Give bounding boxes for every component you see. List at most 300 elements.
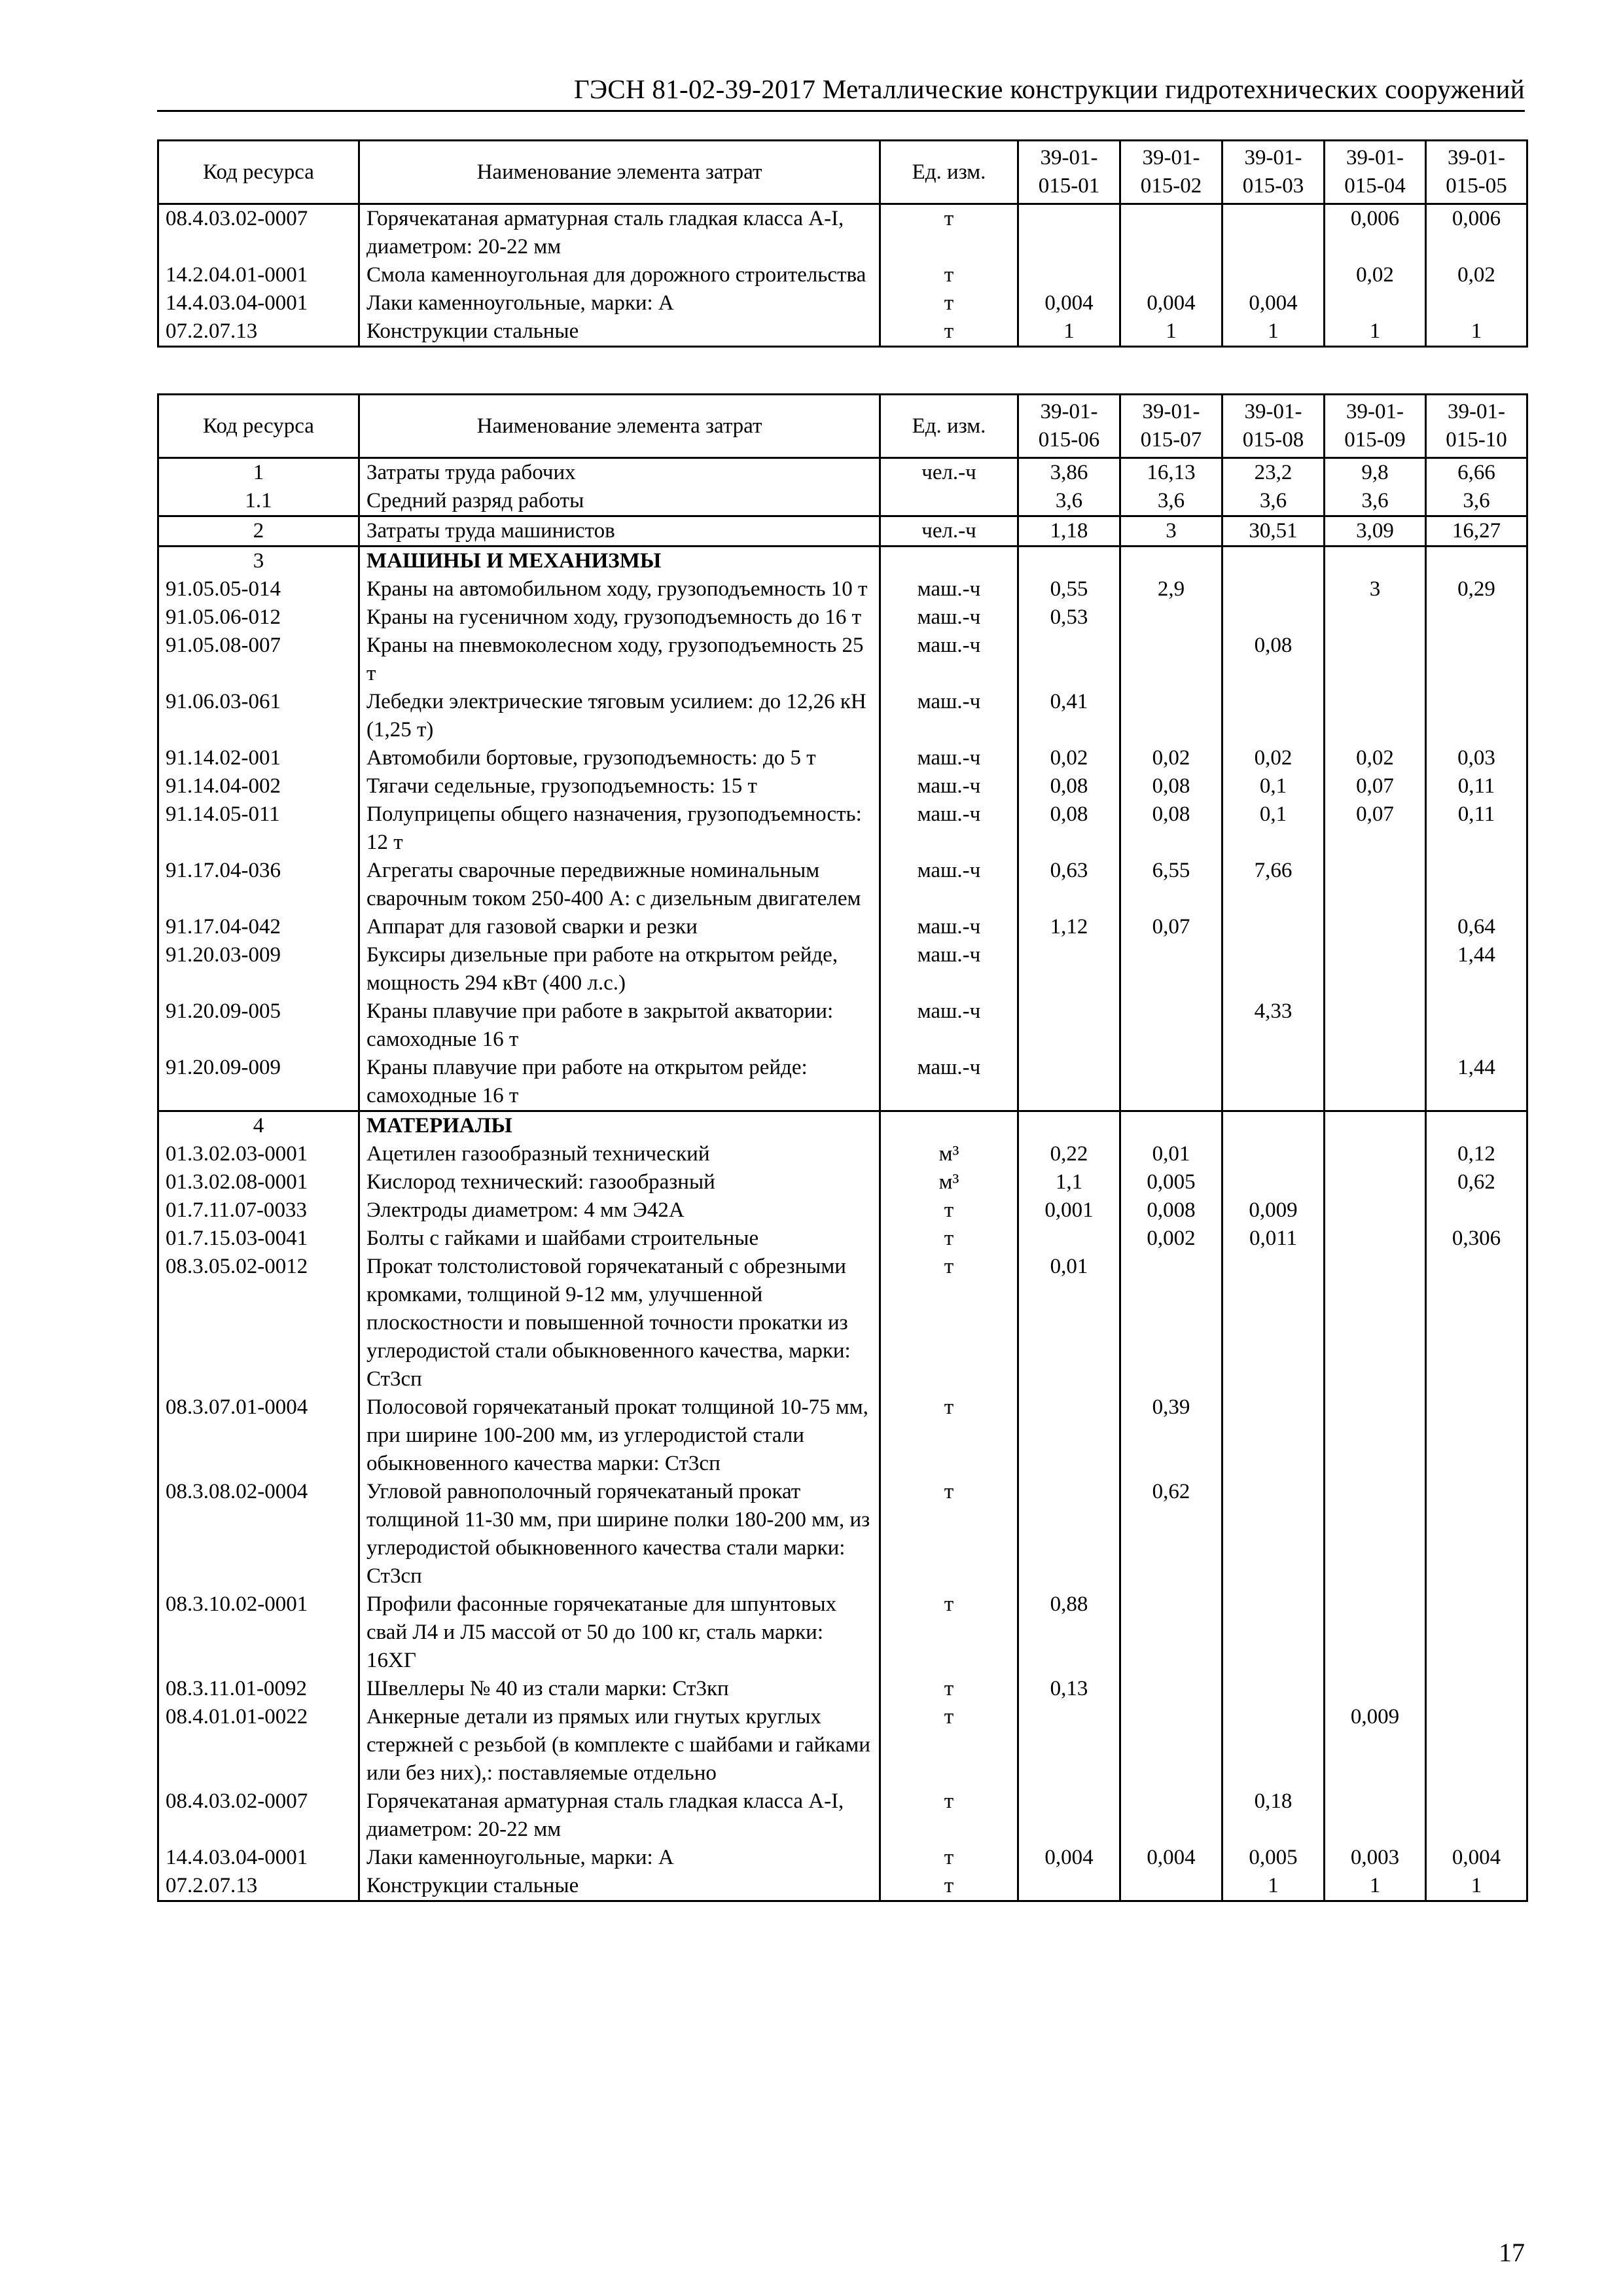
value-cell (1222, 941, 1325, 997)
resource-unit: т (880, 1225, 1018, 1253)
resource-name: Смола каменноугольная для дорожного строительства (359, 261, 880, 289)
header-col-1: 39-01-015-01 (1018, 141, 1120, 204)
resource-code: 4 (158, 1111, 359, 1141)
header-col-2: 39-01-015-07 (1120, 395, 1222, 458)
resource-code: 08.3.11.01-0092 (158, 1675, 359, 1703)
value-cell: 3,09 (1325, 516, 1426, 547)
value-cell: 3,6 (1120, 487, 1222, 516)
table-row (158, 772, 1527, 800)
value-cell (1120, 941, 1222, 997)
value-cell (1325, 1590, 1426, 1675)
resource-name: Лебедки электрические тяговым усилием: до 12,26 кН (1,25 т) (359, 688, 880, 744)
resource-code: 91.14.05-011 (158, 800, 359, 857)
resource-unit: т (880, 317, 1018, 347)
value-cell (1120, 204, 1222, 262)
resource-name: Буксиры дизельные при работе на открытом рейде, мощность 294 кВт (400 л.с.) (359, 941, 880, 997)
resource-unit: маш.-ч (880, 575, 1018, 603)
value-cell (1018, 1478, 1120, 1590)
table-row (158, 997, 1527, 1054)
table-row (158, 1675, 1527, 1703)
value-cell: 0,004 (1018, 289, 1120, 317)
value-cell (1120, 1703, 1222, 1787)
resource-unit: т (880, 1844, 1018, 1872)
resource-code: 91.17.04-042 (158, 913, 359, 941)
table-row (158, 261, 1527, 289)
header-code: Код ресурса (158, 395, 359, 458)
value-cell (1120, 261, 1222, 289)
value-cell (1120, 1787, 1222, 1844)
value-cell: 0,02 (1325, 744, 1426, 772)
value-cell (1325, 1054, 1426, 1111)
table-row (158, 1196, 1527, 1225)
header-col-3: 39-01-015-08 (1222, 395, 1325, 458)
header-col-4: 39-01-015-09 (1325, 395, 1426, 458)
resource-table-2 (157, 393, 1528, 1902)
value-cell: 0,02 (1120, 744, 1222, 772)
resource-unit: маш.-ч (880, 1054, 1018, 1111)
resource-name: Полуприцепы общего назначения, грузоподъемность: 12 т (359, 800, 880, 857)
resource-unit: т (880, 1872, 1018, 1901)
resource-name: Болты с гайками и шайбами строительные (359, 1225, 880, 1253)
value-cell: 1 (1120, 317, 1222, 347)
value-cell (1222, 1054, 1325, 1111)
value-cell (1120, 1872, 1222, 1901)
header-name: Наименование элемента затрат (359, 141, 880, 204)
header-col-4: 39-01-015-04 (1325, 141, 1426, 204)
value-cell: 1 (1426, 317, 1527, 347)
resource-name: Ацетилен газообразный технический (359, 1140, 880, 1168)
resource-unit: т (880, 1478, 1018, 1590)
value-cell (1120, 547, 1222, 576)
value-cell: 1,44 (1426, 941, 1527, 997)
value-cell (1120, 1675, 1222, 1703)
value-cell: 3,6 (1325, 487, 1426, 516)
table-row (158, 1054, 1527, 1111)
resource-code: 3 (158, 547, 359, 576)
table-row (158, 744, 1527, 772)
value-cell (1426, 857, 1527, 913)
value-cell (1222, 1253, 1325, 1393)
table-row (158, 487, 1527, 516)
resource-unit: т (880, 1196, 1018, 1225)
value-cell (1222, 913, 1325, 941)
value-cell (1018, 997, 1120, 1054)
value-cell: 0,004 (1120, 1844, 1222, 1872)
value-cell: 16,13 (1120, 458, 1222, 488)
resource-code: 08.3.10.02-0001 (158, 1590, 359, 1675)
header-code: Код ресурса (158, 141, 359, 204)
value-cell (1222, 1140, 1325, 1168)
resource-name: Краны плавучие при работе на открытом рейде: самоходные 16 т (359, 1054, 880, 1111)
resource-code: 08.3.07.01-0004 (158, 1393, 359, 1478)
value-cell: 0,12 (1426, 1140, 1527, 1168)
value-cell (1120, 688, 1222, 744)
value-cell: 0,39 (1120, 1393, 1222, 1478)
value-cell (1325, 603, 1426, 632)
table-row (158, 1168, 1527, 1196)
resource-unit (880, 487, 1018, 516)
table-row (158, 688, 1527, 744)
value-cell: 1,44 (1426, 1054, 1527, 1111)
value-cell (1325, 289, 1426, 317)
resource-unit: маш.-ч (880, 744, 1018, 772)
value-cell: 0,006 (1325, 204, 1426, 262)
value-cell: 3,6 (1426, 487, 1527, 516)
resource-name: МАШИНЫ И МЕХАНИЗМЫ (359, 547, 880, 576)
header-col-5: 39-01-015-05 (1426, 141, 1527, 204)
header-unit: Ед. изм. (880, 395, 1018, 458)
resource-name: Агрегаты сварочные передвижные номинальным сварочным током 250-400 А: с дизельным двигателем (359, 857, 880, 913)
value-cell: 1 (1325, 317, 1426, 347)
resource-unit: т (880, 1703, 1018, 1787)
value-cell: 4,33 (1222, 997, 1325, 1054)
resource-code: 91.06.03-061 (158, 688, 359, 744)
resource-unit: т (880, 289, 1018, 317)
value-cell: 0,004 (1222, 289, 1325, 317)
value-cell (1222, 1111, 1325, 1141)
value-cell (1426, 1196, 1527, 1225)
resource-code: 91.20.09-009 (158, 1054, 359, 1111)
table-row (158, 204, 1527, 262)
header-col-3: 39-01-015-03 (1222, 141, 1325, 204)
table-row (158, 547, 1527, 576)
value-cell: 30,51 (1222, 516, 1325, 547)
resource-code: 91.14.04-002 (158, 772, 359, 800)
value-cell: 3,86 (1018, 458, 1120, 488)
resource-name: МАТЕРИАЛЫ (359, 1111, 880, 1141)
resource-table-1 (157, 139, 1528, 348)
table-row (158, 941, 1527, 997)
table-row (158, 1225, 1527, 1253)
resource-name: Затраты труда машинистов (359, 516, 880, 547)
value-cell: 3,6 (1222, 487, 1325, 516)
resource-code: 91.20.03-009 (158, 941, 359, 997)
value-cell (1120, 1111, 1222, 1141)
resource-name: Горячекатаная арматурная сталь гладкая класса А-I, диаметром: 20-22 мм (359, 204, 880, 262)
value-cell: 1,18 (1018, 516, 1120, 547)
resource-name: Анкерные детали из прямых или гнутых круглых стержней с резьбой (в комплекте с шайбами и гайками или без них),: поставляемые отдельно (359, 1703, 880, 1787)
resource-code: 08.3.05.02-0012 (158, 1253, 359, 1393)
value-cell (1426, 1393, 1527, 1478)
value-cell (1325, 1168, 1426, 1196)
resource-unit (880, 547, 1018, 576)
resource-unit: маш.-ч (880, 800, 1018, 857)
resource-code: 07.2.07.13 (158, 317, 359, 347)
value-cell: 7,66 (1222, 857, 1325, 913)
value-cell: 0,08 (1018, 772, 1120, 800)
value-cell (1222, 688, 1325, 744)
value-cell (1426, 603, 1527, 632)
value-cell: 0,009 (1325, 1703, 1426, 1787)
value-cell (1018, 1787, 1120, 1844)
table-row (158, 458, 1527, 488)
value-cell: 0,29 (1426, 575, 1527, 603)
value-cell (1018, 1872, 1120, 1901)
value-cell (1018, 1703, 1120, 1787)
value-cell: 0,62 (1426, 1168, 1527, 1196)
value-cell: 0,004 (1426, 1844, 1527, 1872)
value-cell: 0,02 (1325, 261, 1426, 289)
value-cell: 1 (1426, 1872, 1527, 1901)
value-cell (1325, 1478, 1426, 1590)
value-cell (1426, 1787, 1527, 1844)
resource-name: Краны на пневмоколесном ходу, грузоподъемность 25 т (359, 632, 880, 688)
value-cell: 3 (1120, 516, 1222, 547)
resource-code: 91.14.02-001 (158, 744, 359, 772)
resource-unit: т (880, 204, 1018, 262)
resource-unit: м³ (880, 1168, 1018, 1196)
value-cell (1325, 1787, 1426, 1844)
value-cell: 16,27 (1426, 516, 1527, 547)
resource-unit: чел.-ч (880, 458, 1018, 488)
resource-unit (880, 1111, 1018, 1141)
value-cell (1325, 857, 1426, 913)
table-row (158, 857, 1527, 913)
table-row (158, 1478, 1527, 1590)
value-cell (1120, 1590, 1222, 1675)
resource-code: 1.1 (158, 487, 359, 516)
resource-unit: т (880, 261, 1018, 289)
resource-code: 91.05.08-007 (158, 632, 359, 688)
value-cell: 0,1 (1222, 800, 1325, 857)
resource-code: 91.05.05-014 (158, 575, 359, 603)
value-cell: 23,2 (1222, 458, 1325, 488)
resource-name: Конструкции стальные (359, 317, 880, 347)
resource-name: Краны на гусеничном ходу, грузоподъемность до 16 т (359, 603, 880, 632)
value-cell (1325, 913, 1426, 941)
value-cell (1222, 1703, 1325, 1787)
value-cell: 0,005 (1222, 1844, 1325, 1872)
value-cell: 1,12 (1018, 913, 1120, 941)
table-row (158, 317, 1527, 347)
table-header-row (158, 141, 1527, 204)
value-cell (1120, 632, 1222, 688)
resource-unit: т (880, 1675, 1018, 1703)
value-cell (1426, 997, 1527, 1054)
value-cell (1325, 1111, 1426, 1141)
value-cell: 6,66 (1426, 458, 1527, 488)
resource-code: 08.4.03.02-0007 (158, 1787, 359, 1844)
value-cell: 1 (1325, 1872, 1426, 1901)
value-cell (1325, 688, 1426, 744)
value-cell (1222, 603, 1325, 632)
value-cell (1426, 632, 1527, 688)
value-cell: 0,55 (1018, 575, 1120, 603)
value-cell: 0,08 (1120, 772, 1222, 800)
table-row (158, 1703, 1527, 1787)
resource-name: Горячекатаная арматурная сталь гладкая класса А-I, диаметром: 20-22 мм (359, 1787, 880, 1844)
value-cell (1325, 1140, 1426, 1168)
value-cell: 0,004 (1018, 1844, 1120, 1872)
value-cell: 0,02 (1018, 744, 1120, 772)
table-row (158, 1872, 1527, 1901)
value-cell (1426, 1675, 1527, 1703)
value-cell: 0,07 (1325, 772, 1426, 800)
resource-name: Лаки каменноугольные, марки: А (359, 1844, 880, 1872)
value-cell (1325, 1393, 1426, 1478)
resource-unit: т (880, 1253, 1018, 1393)
value-cell (1325, 941, 1426, 997)
value-cell: 3,6 (1018, 487, 1120, 516)
table-row (158, 575, 1527, 603)
resource-name: Автомобили бортовые, грузоподъемность: до 5 т (359, 744, 880, 772)
value-cell (1018, 1225, 1120, 1253)
value-cell (1222, 1168, 1325, 1196)
value-cell (1018, 204, 1120, 262)
page-header (157, 71, 1525, 112)
document-title: ГЭСН 81-02-39-2017 Металлические конструкции гидротехнических сооружений (573, 74, 1525, 104)
resource-code: 14.2.04.01-0001 (158, 261, 359, 289)
value-cell (1222, 547, 1325, 576)
value-cell: 0,01 (1120, 1140, 1222, 1168)
value-cell: 0,02 (1426, 261, 1527, 289)
table-row (158, 516, 1527, 547)
value-cell (1222, 1393, 1325, 1478)
resource-unit: т (880, 1787, 1018, 1844)
resource-unit: маш.-ч (880, 688, 1018, 744)
header-name: Наименование элемента затрат (359, 395, 880, 458)
value-cell (1426, 1590, 1527, 1675)
value-cell: 0,88 (1018, 1590, 1120, 1675)
resource-unit: маш.-ч (880, 772, 1018, 800)
value-cell: 0,41 (1018, 688, 1120, 744)
resource-unit: маш.-ч (880, 603, 1018, 632)
resource-unit: т (880, 1590, 1018, 1675)
value-cell (1426, 1478, 1527, 1590)
resource-unit: маш.-ч (880, 941, 1018, 997)
value-cell (1325, 632, 1426, 688)
value-cell: 1 (1222, 1872, 1325, 1901)
value-cell: 1 (1222, 317, 1325, 347)
resource-code: 91.05.06-012 (158, 603, 359, 632)
value-cell (1222, 261, 1325, 289)
value-cell: 0,011 (1222, 1225, 1325, 1253)
value-cell: 0,004 (1120, 289, 1222, 317)
table-row (158, 800, 1527, 857)
table-row (158, 1140, 1527, 1168)
value-cell (1426, 1111, 1527, 1141)
resource-name: Средний разряд работы (359, 487, 880, 516)
value-cell: 0,306 (1426, 1225, 1527, 1253)
value-cell: 0,08 (1120, 800, 1222, 857)
resource-code: 08.3.08.02-0004 (158, 1478, 359, 1590)
value-cell (1018, 941, 1120, 997)
resource-name: Профили фасонные горячекатаные для шпунтовых свай Л4 и Л5 массой от 50 до 100 кг, сталь марки: 16ХГ (359, 1590, 880, 1675)
value-cell: 0,006 (1426, 204, 1527, 262)
value-cell: 0,009 (1222, 1196, 1325, 1225)
value-cell: 3 (1325, 575, 1426, 603)
value-cell (1426, 289, 1527, 317)
resource-name: Швеллеры № 40 из стали марки: Ст3кп (359, 1675, 880, 1703)
resource-code: 08.4.01.01-0022 (158, 1703, 359, 1787)
value-cell (1325, 1196, 1426, 1225)
value-cell: 0,07 (1120, 913, 1222, 941)
table-row (158, 289, 1527, 317)
resource-unit: м³ (880, 1140, 1018, 1168)
value-cell (1120, 1054, 1222, 1111)
value-cell: 0,008 (1120, 1196, 1222, 1225)
table-row (158, 603, 1527, 632)
value-cell (1222, 575, 1325, 603)
header-col-5: 39-01-015-10 (1426, 395, 1527, 458)
resource-name: Лаки каменноугольные, марки: А (359, 289, 880, 317)
resource-unit: т (880, 1393, 1018, 1478)
value-cell: 0,22 (1018, 1140, 1120, 1168)
value-cell: 0,62 (1120, 1478, 1222, 1590)
value-cell: 0,002 (1120, 1225, 1222, 1253)
resource-code: 07.2.07.13 (158, 1872, 359, 1901)
value-cell (1325, 1253, 1426, 1393)
value-cell: 0,64 (1426, 913, 1527, 941)
table-header-row (158, 395, 1527, 458)
value-cell (1018, 1393, 1120, 1478)
value-cell: 0,11 (1426, 800, 1527, 857)
value-cell: 0,18 (1222, 1787, 1325, 1844)
value-cell: 1,1 (1018, 1168, 1120, 1196)
resource-unit: маш.-ч (880, 632, 1018, 688)
value-cell: 2,9 (1120, 575, 1222, 603)
resource-unit: чел.-ч (880, 516, 1018, 547)
value-cell: 1 (1018, 317, 1120, 347)
table-row (158, 632, 1527, 688)
table-row (158, 1787, 1527, 1844)
value-cell (1222, 1675, 1325, 1703)
resource-code: 01.3.02.08-0001 (158, 1168, 359, 1196)
resource-name: Тягачи седельные, грузоподъемность: 15 т (359, 772, 880, 800)
value-cell (1018, 1054, 1120, 1111)
value-cell (1426, 1253, 1527, 1393)
resource-unit: маш.-ч (880, 913, 1018, 941)
table-row (158, 913, 1527, 941)
resource-code: 01.7.11.07-0033 (158, 1196, 359, 1225)
value-cell (1222, 1478, 1325, 1590)
value-cell: 0,01 (1018, 1253, 1120, 1393)
value-cell: 0,02 (1222, 744, 1325, 772)
resource-code: 91.20.09-005 (158, 997, 359, 1054)
table-row (158, 1590, 1527, 1675)
value-cell: 0,53 (1018, 603, 1120, 632)
resource-name: Угловой равнополочный горячекатаный прокат толщиной 11-30 мм, при ширине полки 180-200 мм, из углеродистой обыкновенного качества стали марки: Ст3сп (359, 1478, 880, 1590)
value-cell (1222, 204, 1325, 262)
resource-name: Краны на автомобильном ходу, грузоподъемность 10 т (359, 575, 880, 603)
value-cell (1426, 1703, 1527, 1787)
resource-code: 01.7.15.03-0041 (158, 1225, 359, 1253)
header-unit: Ед. изм. (880, 141, 1018, 204)
value-cell: 0,11 (1426, 772, 1527, 800)
resource-code: 1 (158, 458, 359, 488)
resource-name: Прокат толстолистовой горячекатаный с обрезными кромками, толщиной 9-12 мм, улучшенной плоскостности и повышенной точности прокатки из углеродистой стали обыкновенного качества, марки: Ст3сп (359, 1253, 880, 1393)
value-cell (1018, 547, 1120, 576)
value-cell: 0,003 (1325, 1844, 1426, 1872)
table-row (158, 1393, 1527, 1478)
resource-code: 08.4.03.02-0007 (158, 204, 359, 262)
table-row (158, 1111, 1527, 1141)
resource-unit: маш.-ч (880, 997, 1018, 1054)
value-cell (1120, 603, 1222, 632)
value-cell (1222, 1590, 1325, 1675)
resource-code: 14.4.03.04-0001 (158, 1844, 359, 1872)
resource-code: 14.4.03.04-0001 (158, 289, 359, 317)
resource-name: Полосовой горячекатаный прокат толщиной 10-75 мм, при ширине 100-200 мм, из углеродистой стали обыкновенного качества марки: Ст3сп (359, 1393, 880, 1478)
table-row (158, 1253, 1527, 1393)
value-cell: 9,8 (1325, 458, 1426, 488)
header-col-2: 39-01-015-02 (1120, 141, 1222, 204)
resource-code: 01.3.02.03-0001 (158, 1140, 359, 1168)
resource-code: 2 (158, 516, 359, 547)
resource-name: Затраты труда рабочих (359, 458, 880, 488)
resource-name: Кислород технический: газообразный (359, 1168, 880, 1196)
value-cell: 6,55 (1120, 857, 1222, 913)
